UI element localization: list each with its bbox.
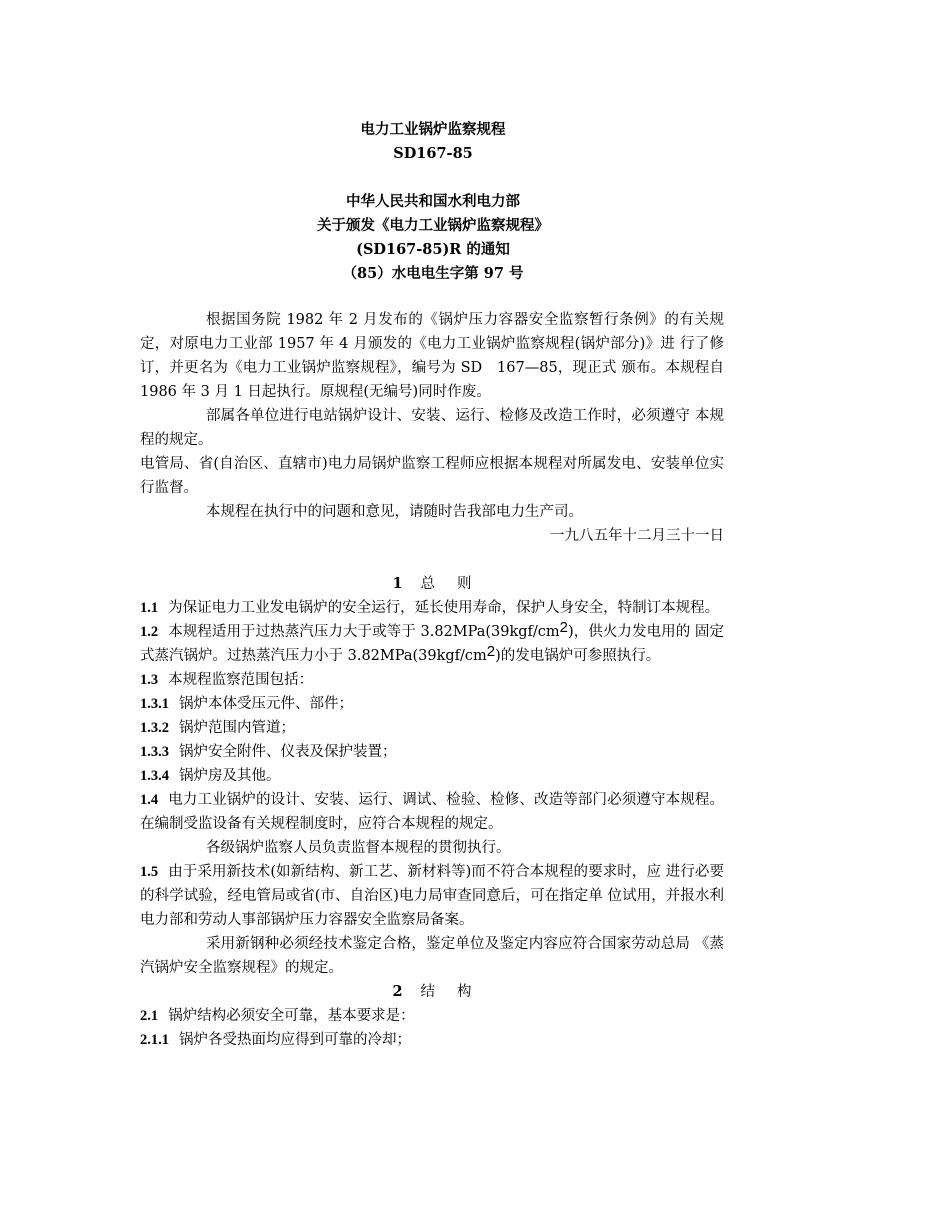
section-number: 2 (392, 983, 403, 1000)
notice-date: 一九八五年十二月三十一日 (550, 528, 724, 544)
clause-1-3-4 (140, 764, 724, 788)
section-heading-2 (140, 980, 724, 1004)
document-body (140, 308, 724, 1052)
clause-text-c: )的发电锅炉可参照执行。 (495, 648, 661, 664)
clause-1-3-1 (140, 692, 724, 716)
clause-text-a: 本规程适用于过热蒸汽压力大于或等于 3.82MPa(39kgf/cm (168, 624, 560, 640)
clause-1-1 (140, 596, 724, 620)
clause-text: 锅炉本体受压元件、部件； (179, 696, 353, 712)
clause-number: 1.3 (140, 672, 159, 688)
document-code: SD167-85 (393, 145, 473, 162)
superscript: 2 (486, 643, 496, 660)
clause-text: 本规程监察范围包括： (168, 672, 314, 688)
clause-1-3-2 (140, 716, 724, 740)
clause-text-b: )，供火力发电用的 固定式蒸汽锅炉。过热蒸汽压力小于 3.82MPa(39kgf/cm (140, 624, 725, 664)
document-title: 电力工业锅炉监察规程 (360, 121, 506, 138)
notice-title-line-1: 关于颁发《电力工业锅炉监察规程》 (317, 217, 549, 234)
clause-number: 1.3.1 (140, 696, 169, 712)
clause-text: 由于采用新技术(如新结构、新工艺、新材料等)而不符合本规程的要求时，应 进行必要的科学试验，经电管局或省(市、自治区)电力局审查同意后，可在指定单 位试用，并报水利电力部和劳动人事部锅炉压力容器安全监察局备案。 (140, 864, 724, 928)
clause-1-3-3 (140, 740, 724, 764)
notice-title-line-2: (SD167-85)R 的通知 (356, 241, 510, 258)
section-heading-1 (140, 572, 724, 596)
notice-paragraph-2: 部属各单位进行电站锅炉设计、安装、运行、检修及改造工作时，必须遵守 本规程的规定。 (140, 408, 724, 448)
clause-text: 锅炉安全附件、仪表及保护装置； (179, 744, 397, 760)
section-number: 1 (392, 575, 403, 592)
clause-1-5-paragraph: 采用新钢种必须经技术鉴定合格，鉴定单位及鉴定内容应符合国家劳动总局 《蒸汽锅炉安全监察规程》的规定。 (140, 936, 724, 976)
clause-text: 为保证电力工业发电锅炉的安全运行，延长使用寿命，保护人身安全，特制订本规程。 (168, 600, 720, 616)
clause-number: 1.5 (140, 864, 159, 880)
document-header (0, 118, 866, 286)
notice-paragraph-1: 根据国务院 1982 年 2 月发布的《锅炉压力容器安全监察暂行条例》的有关规 定，对原电力工业部 1957 年 4 月颁发的《电力工业锅炉监察规程(锅炉部分)》进 行了修订，并更名为《电力工业锅炉监察规程》，编号为 SD 167—85，现正式 颁布。本规程自 1986 年 3 月 1 日起执行。原规程(无编号)同时作废。 (140, 312, 724, 400)
clause-number: 1.2 (140, 624, 159, 640)
clause-text: 锅炉结构必须安全可靠，基本要求是： (168, 1008, 415, 1024)
clause-text: 锅炉房及其他。 (179, 768, 281, 784)
clause-text: 锅炉各受热面均应得到可靠的冷却； (179, 1032, 411, 1048)
clause-number: 1.4 (140, 792, 159, 808)
clause-number: 1.3.2 (140, 720, 169, 736)
clause-2-1 (140, 1004, 724, 1028)
clause-text: 锅炉范围内管道； (179, 720, 295, 736)
document-number: （85）水电电生字第 97 号 (342, 265, 524, 282)
section-title: 总则 (420, 576, 494, 592)
superscript: 2 (559, 619, 569, 636)
clause-number: 1.1 (140, 600, 159, 616)
clause-1-4-paragraph: 各级锅炉监察人员负责监督本规程的贯彻执行。 (206, 840, 511, 856)
clause-1-3 (140, 668, 724, 692)
clause-number: 1.3.4 (140, 768, 169, 784)
clause-number: 2.1.1 (140, 1032, 169, 1048)
clause-1-2 (140, 620, 724, 668)
section-title: 结构 (420, 984, 494, 1000)
notice-paragraph-4: 本规程在执行中的问题和意见，请随时告我部电力生产司。 (206, 504, 583, 520)
notice-paragraph-3: 电管局、省(自治区、直辖市)电力局锅炉监察工程师应根据本规程对所属发电、安装单位实行监督。 (140, 456, 724, 496)
clause-1-5 (140, 860, 724, 932)
clause-2-1-1 (140, 1028, 724, 1052)
issuer-line: 中华人民共和国水利电力部 (346, 193, 520, 210)
clause-number: 1.3.3 (140, 744, 169, 760)
clause-text: 电力工业锅炉的设计、安装、运行、调试、检验、检修、改造等部门必须遵守本规程。在编制受监设备有关规程制度时，应符合本规程的规定。 (140, 792, 724, 832)
clause-number: 2.1 (140, 1008, 159, 1024)
clause-1-4 (140, 788, 724, 836)
